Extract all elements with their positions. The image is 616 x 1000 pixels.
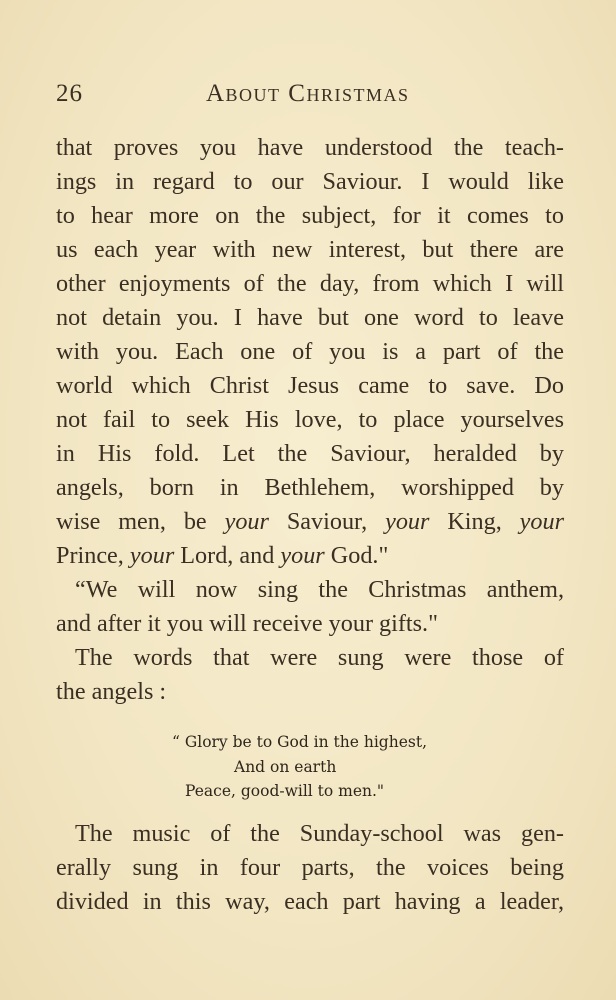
page-number: 26 <box>56 80 83 107</box>
text-line: The words that were sung were those of <box>75 644 564 671</box>
text-line: not fail to seek His love, to place yourselves <box>56 406 564 433</box>
body-text <box>56 131 564 709</box>
text-line: “We will now sing the Christmas anthem, <box>75 576 564 603</box>
verse-line: And on earth <box>234 758 337 776</box>
text-line: world which Christ Jesus came to save. Do <box>56 372 564 399</box>
italic-word: your <box>129 542 175 569</box>
text-run: Prince, <box>56 542 130 569</box>
italic-word: your <box>519 508 565 535</box>
text-line: The music of the Sunday-school was gen- <box>75 820 564 847</box>
text-line: ings in regard to our Saviour. I would like <box>56 168 564 195</box>
text-run: God." <box>324 542 389 569</box>
text-line: us each year with new interest, but there are <box>56 236 564 263</box>
text-line-italic-your <box>56 505 564 539</box>
verse-line: “ Glory be to God in the highest, <box>172 733 427 751</box>
text-run: wise men, be <box>56 508 225 535</box>
text-line-italic-your <box>56 539 564 573</box>
page-header <box>56 80 560 114</box>
running-head: About Christmas <box>206 80 410 107</box>
verse-line: Peace, good-will to men." <box>185 782 385 800</box>
text-line: erally sung in four parts, the voices being <box>56 854 564 881</box>
text-run: Lord, and <box>174 542 281 569</box>
text-line: in His fold. Let the Saviour, heralded by <box>56 440 564 467</box>
text-line: divided in this way, each part having a leader, <box>56 888 564 915</box>
text-line: to hear more on the subject, for it comes to <box>56 202 564 229</box>
body-text-continued <box>56 817 564 919</box>
italic-word: your <box>224 508 269 535</box>
text-line: other enjoyments of the day, from which I will <box>56 270 564 297</box>
text-line: and after it you will receive your gifts." <box>56 610 438 637</box>
italic-word: your <box>280 542 325 569</box>
text-line: not detain you. I have but one word to leave <box>56 304 564 331</box>
text-line: that proves you have understood the teach- <box>56 134 564 161</box>
text-line: the angels : <box>56 678 167 705</box>
italic-word: your <box>385 508 430 535</box>
text-line: with you. Each one of you is a part of the <box>56 338 564 365</box>
text-run: King, <box>429 508 520 535</box>
text-line: angels, born in Bethlehem, worshipped by <box>56 474 564 501</box>
text-run: Saviour, <box>268 508 386 535</box>
